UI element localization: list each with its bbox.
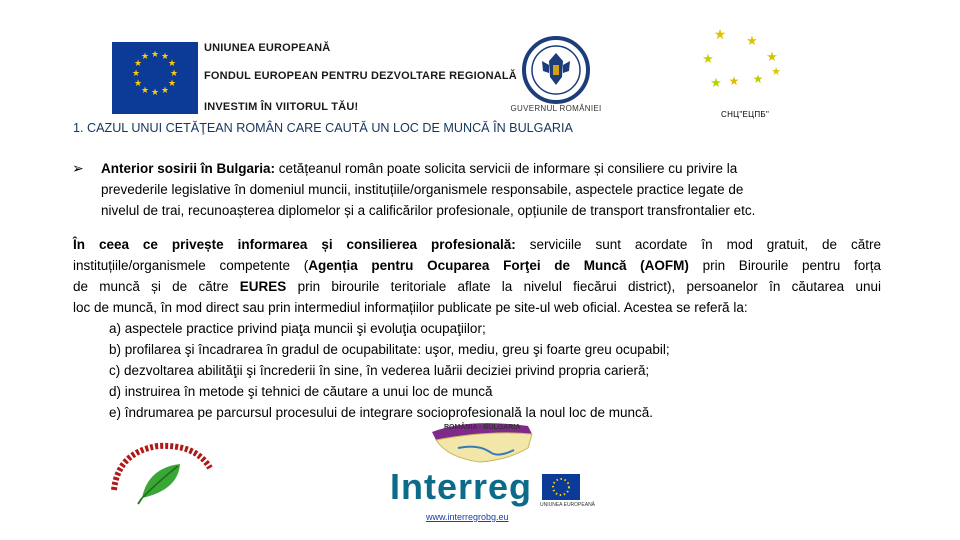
government-logo [500,35,612,117]
government-caption: GUVERNUL ROMÂNIEI [510,104,602,113]
svg-text:★: ★ [133,59,143,69]
svg-text:★: ★ [746,34,758,49]
svg-text:★: ★ [160,86,170,96]
list-item: b) profilarea şi încadrarea în gradul de ocupabilitate: uşor, mediu, greu şi foarte greu ocupabil; [109,342,670,357]
leaf-icon [108,438,218,510]
stars-icon [700,25,790,95]
svg-text:★: ★ [140,86,150,96]
website-link[interactable]: www.interregrobg.eu [426,512,509,522]
partner-stars-logo [700,25,790,95]
svg-text:★: ★ [140,52,150,62]
bullet-line-1-text: cetățeanul român poate solicita servicii de informare și consiliere cu privire la [278,161,738,176]
agency-name: Agenția pentru Ocuparea Forţei de Muncă (AOFM) [308,258,689,273]
bullet-line-2: prevederile legislative în domeniul muncii, instituțiile/organismele responsabile, aspectele practice legate de [101,182,744,197]
svg-text:★: ★ [702,52,714,67]
programme-label: ROMÂNIA - BULGARIA [444,424,521,431]
list-item: a) aspectele practice privind piaţa muncii şi evoluţia ocupaţiilor; [109,321,486,336]
bullet-line-3: nivelul de trai, recunoașterea diplomelor și a calificărilor profesionale, opțiunile de transport transfrontalier etc. [101,203,756,218]
svg-text:★: ★ [771,65,781,78]
info-line-3 [73,276,881,297]
bullet-label: Anterior sosirii în Bulgaria: [101,161,276,176]
eu-logo-line-2: FONDUL EUROPEAN PENTRU DEZVOLTARE REGIONALĂ [204,70,517,82]
eures-name: EURES [239,279,287,294]
info-label: În ceea ce privește informarea și consilierea profesională: [73,237,516,252]
info-line-3-end: prin birourile teritoriale aflate la nivelul fiecărui district), persoanelor în căutarea unui [297,279,881,294]
eu-flag-icon [112,42,198,114]
programme-eu-caption: UNIUNEA EUROPEANĂ [540,502,596,508]
svg-text:★: ★ [169,69,179,79]
info-line-4: loc de muncă, în mod direct sau prin intermediul informațiilor publicate pe site-ul web oficial. Acestea se referă la: [73,300,748,315]
leaf-logo [108,438,218,510]
info-line-2-start: instituțiile/organismele competente ( [73,258,309,273]
services-list [109,318,670,423]
svg-text:★: ★ [728,74,740,88]
svg-text:★: ★ [150,88,160,98]
list-item: e) îndrumarea pe parcursul procesului de integrare socioprofesională la noul loc de muncă. [109,405,654,420]
eu-logo-line-1: UNIUNEA EUROPEANĂ [204,42,331,54]
info-line-2-end: prin Birourile pentru forța [702,258,881,273]
info-paragraph [73,234,881,318]
svg-text:★: ★ [710,76,722,91]
list-item: c) dezvoltarea abilităţii şi încrederii în sine, în vederea luării deciziei privind propria carieră; [109,363,650,378]
eu-logo-line-3: INVESTIM ÎN VIITORUL TĂU! [204,101,359,113]
interreg-logo [388,418,596,508]
partner-caption: СНЦ"ЕЦПБ" [721,110,770,119]
page-title: 1. CAZUL UNUI CETĂŢEAN ROMÂN CARE CAUTĂ UN LOC DE MUNCĂ ÎN BULGARIA [73,121,573,135]
svg-text:★: ★ [713,27,727,43]
bullet-paragraph [101,158,891,221]
programme-name: Interreg [390,466,533,507]
svg-text:★: ★ [752,72,764,86]
eu-erdf-logo [112,40,517,115]
list-item: d) instruirea în metode şi tehnici de căutare a unui loc de muncă [109,384,493,399]
government-seal-icon [516,35,596,105]
svg-text:★: ★ [167,59,177,69]
svg-text:★: ★ [160,52,170,62]
svg-text:★: ★ [766,50,778,65]
svg-text:★: ★ [133,79,143,89]
svg-text:★: ★ [131,69,141,79]
svg-text:★: ★ [167,79,177,89]
bullet-line-1 [101,158,891,179]
info-line-1-rest: serviciile sunt acordate în mod gratuit, de către [529,237,881,252]
eu-flag-small-icon [542,474,580,500]
info-line-1 [73,234,881,255]
arrow-bullet-icon: ➢ [72,160,84,176]
svg-text:★: ★ [150,50,160,60]
info-line-2 [73,255,881,276]
info-line-3-start: de muncă și de către [73,279,229,294]
